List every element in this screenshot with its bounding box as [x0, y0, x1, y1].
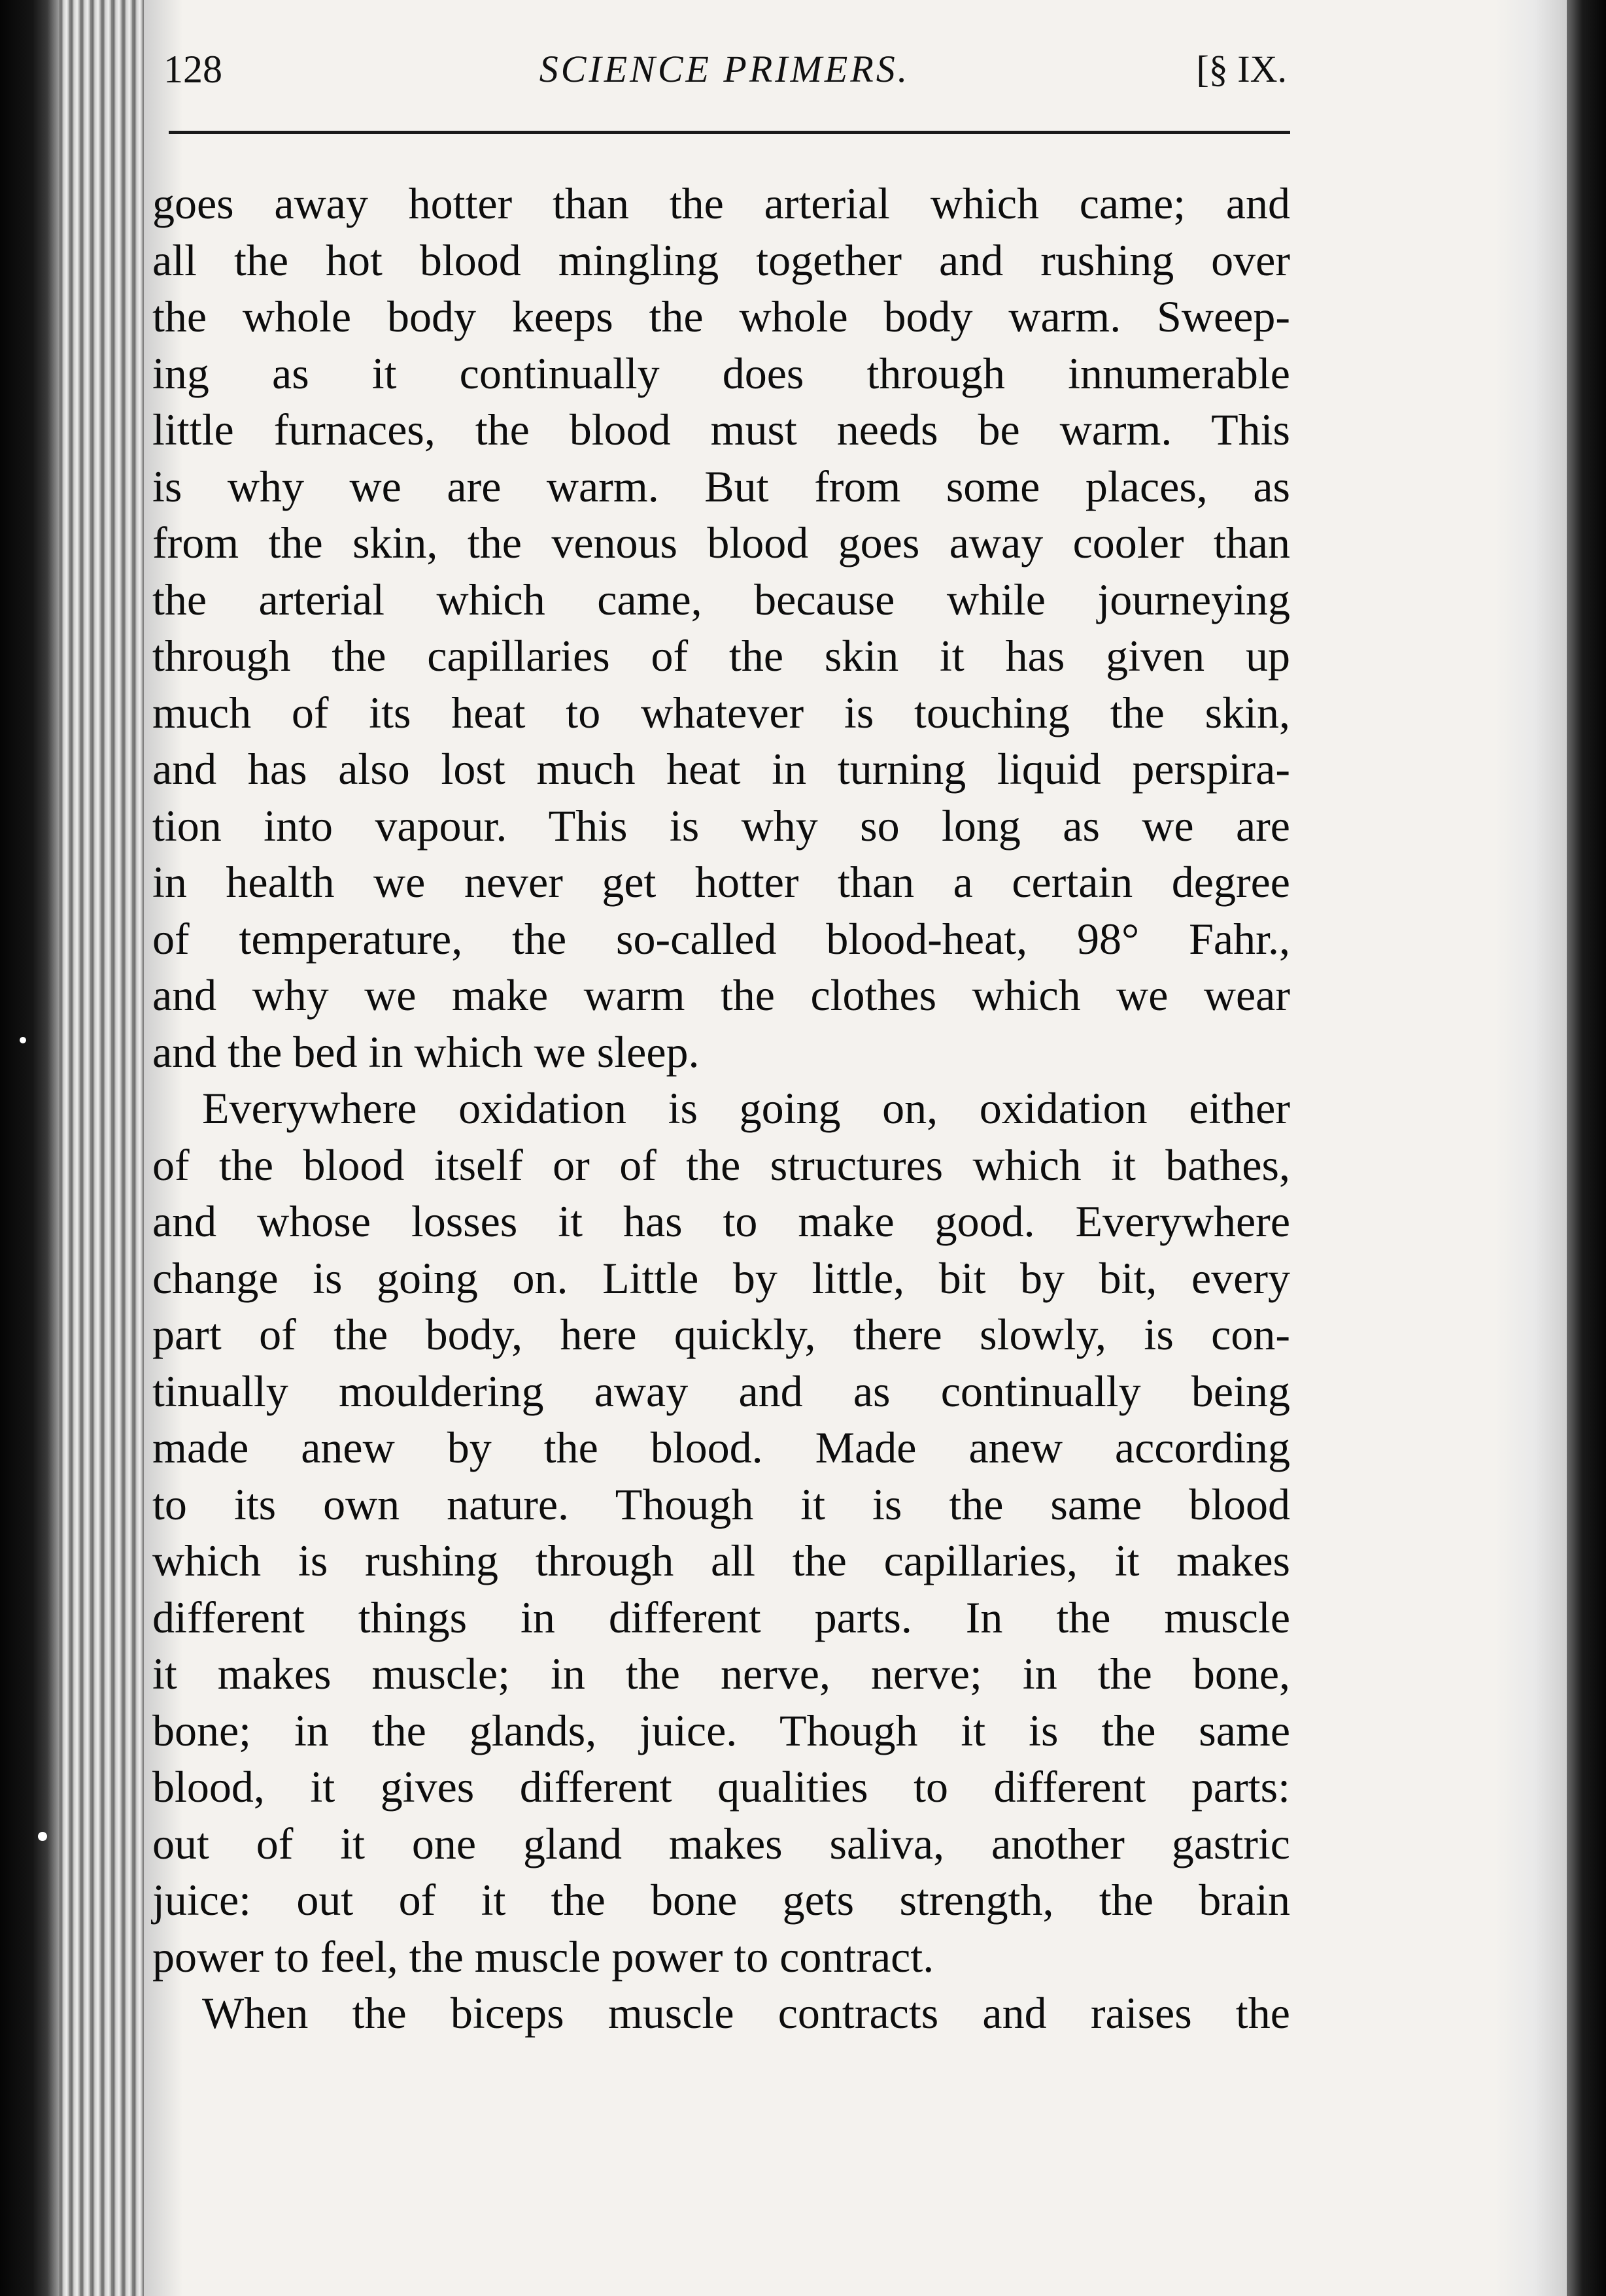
running-head-title: SCIENCE PRIMERS. — [539, 48, 910, 90]
book-binding-shadow — [0, 0, 59, 2296]
paragraph-end-line: and the bed in which we sleep. — [152, 1026, 700, 1077]
text-line: to its own nature. Though it is the same blood — [152, 1479, 1290, 1529]
text-line: and has also lost much heat in turning liquid perspira- — [152, 744, 1290, 794]
text-line: tinually mouldering away and as continually being — [152, 1366, 1290, 1416]
text-line: and why we make warm the clothes which we wear — [152, 970, 1290, 1020]
paragraph-start-line: When the biceps muscle contracts and raises the — [202, 1988, 1290, 2038]
text-line: it makes muscle; in the nerve, nerve; in the bone, — [152, 1649, 1290, 1698]
header-rule — [169, 131, 1290, 134]
text-line: different things in different parts. In the muscle — [152, 1592, 1290, 1642]
text-line: the whole body keeps the whole body warm. Sweep- — [152, 292, 1290, 341]
section-reference: [§ IX. — [1196, 48, 1287, 90]
text-line: juice: out of it the bone gets strength, the brain — [152, 1875, 1290, 1925]
scan-edge-right — [1567, 0, 1606, 2296]
text-line: out of it one gland makes saliva, another gastric — [152, 1818, 1290, 1868]
text-line: the arterial which came, because while journeying — [152, 574, 1290, 624]
page-number: 128 — [163, 48, 222, 91]
text-line: from the skin, the venous blood goes away cooler than — [152, 518, 1290, 567]
text-line: is why we are warm. But from some places, as — [152, 461, 1290, 511]
text-line: of the blood itself or of the structures which it bathes, — [152, 1140, 1290, 1190]
paragraph-start-line: Everywhere oxidation is going on, oxidation either — [202, 1083, 1290, 1133]
text-line: made anew by the blood. Made anew according — [152, 1423, 1290, 1472]
paragraph-end-line: power to feel, the muscle power to contract. — [152, 1931, 934, 1982]
text-line: in health we never get hotter than a certain degree — [152, 857, 1290, 907]
text-line: and whose losses it has to make good. Everywhere — [152, 1196, 1290, 1246]
text-line: bone; in the glands, juice. Though it is the same — [152, 1705, 1290, 1755]
page-edges-left — [59, 0, 144, 2296]
running-header — [156, 41, 1293, 106]
page-curl-shadow — [1495, 0, 1567, 2296]
scan-speck — [38, 1832, 47, 1841]
text-line: through the capillaries of the skin it has given up — [152, 631, 1290, 681]
text-line: part of the body, here quickly, there slowly, is con- — [152, 1309, 1290, 1359]
text-line: blood, it gives different qualities to different parts: — [152, 1762, 1290, 1812]
text-line: goes away hotter than the arterial which came; and — [152, 178, 1290, 228]
text-line: all the hot blood mingling together and rushing over — [152, 235, 1290, 285]
text-line: much of its heat to whatever is touching the skin, — [152, 687, 1290, 737]
body-text — [152, 175, 1290, 2042]
text-line: change is going on. Little by little, bit by bit, every — [152, 1253, 1290, 1303]
text-line: ing as it continually does through innumerable — [152, 348, 1290, 398]
text-line: little furnaces, the blood must needs be warm. This — [152, 405, 1290, 454]
text-line: which is rushing through all the capillaries, it makes — [152, 1536, 1290, 1585]
text-line: tion into vapour. This is why so long as we are — [152, 800, 1290, 851]
text-line: of temperature, the so-called blood-heat, 98° Fahr., — [152, 913, 1290, 964]
scan-speck — [20, 1037, 26, 1043]
